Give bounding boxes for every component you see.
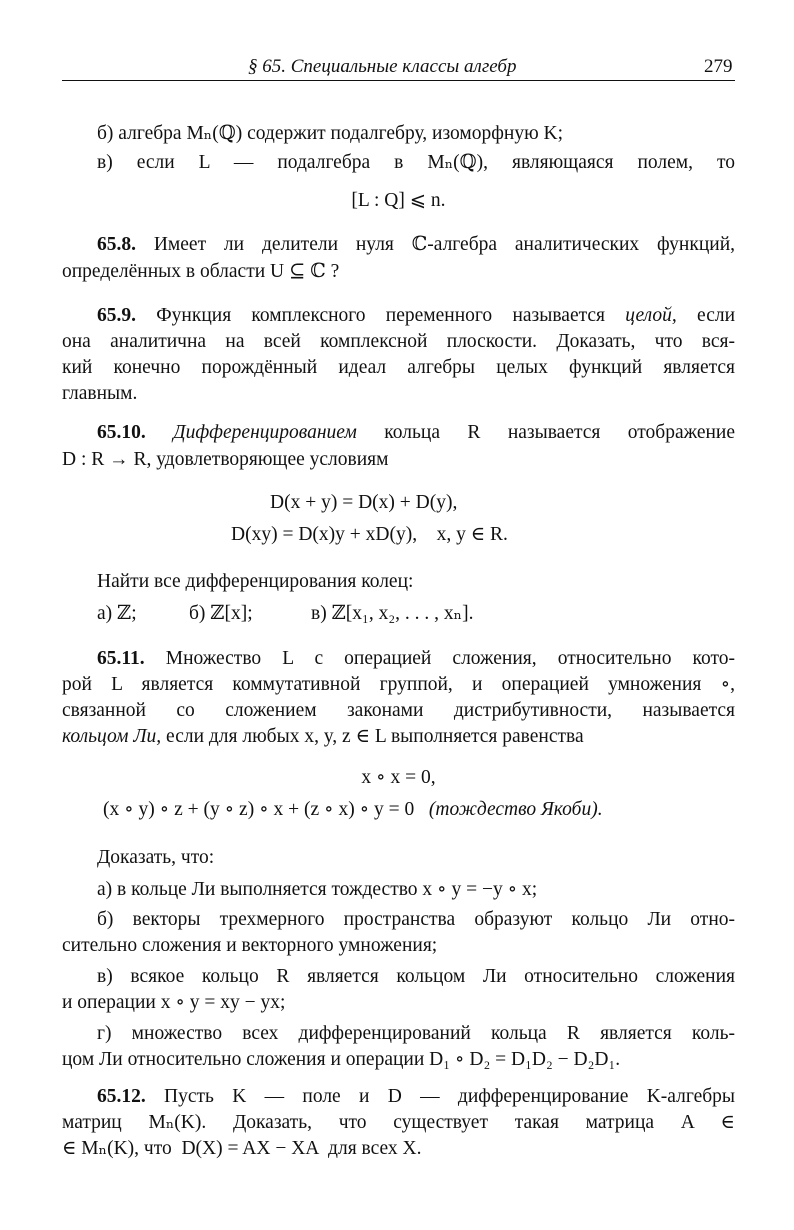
text: Имеет ли делители нуля ℂ-алгебра аналитических функций, (153, 234, 736, 255)
problem-65-12-line (97, 1085, 735, 1109)
formula-jacobi (103, 798, 603, 822)
problem-65-11-line (97, 647, 735, 671)
problem-65-12-line: ∈ Mₙ(K), что D(X) = AX − XA для всех X. (62, 1138, 422, 1159)
problem-65-11-line: связанной со сложением законами дистрибутивности, называется (62, 700, 735, 721)
problem-65-8-line (97, 233, 735, 257)
header-rule (62, 80, 735, 81)
problem-65-11-line (62, 725, 735, 749)
problem-number: 65.11. (97, 648, 145, 669)
jacobi-identity: (x ∘ y) ∘ z + (y ∘ z) ∘ x + (z ∘ x) ∘ y = 0 (103, 799, 415, 820)
problem-65-10-line: D : R → R, удовлетворяющее условиям (62, 449, 389, 470)
problem-65-9-line: она аналитична на всей комплексной плоскости. Доказать, что вся- (62, 331, 735, 352)
item-v: и операции x ∘ y = xy − yx; (62, 992, 286, 1013)
formula-derivation-sum: D(x + y) = D(x) + D(y), (270, 492, 458, 513)
jacobi-note: (тождество Якоби). (428, 799, 603, 820)
item-g: цом Ли относительно сложения и операции D₁ ∘ D₂ = D₁D₂ − D₂D₁. (62, 1049, 621, 1070)
item-v: в) если L — подалгебра в Mₙ(ℚ), являющаяся полем, то (97, 152, 735, 173)
problem-65-9-line: главным. (62, 383, 138, 404)
formula-lie-1: x ∘ x = 0, (361, 767, 436, 788)
text: кольца R называется отображение (384, 422, 736, 443)
problem-number: 65.9. (97, 305, 136, 326)
problem-number: 65.10. (97, 422, 146, 443)
page-number: 279 (704, 56, 733, 77)
item-a: а) в кольце Ли выполняется тождество x ∘ y = −y ∘ x; (97, 879, 538, 900)
text: если для любых x, y, z ∈ L выполняется равенства (166, 726, 584, 747)
item-b: б) векторы трехмерного пространства образуют кольцо Ли отно- (97, 909, 735, 930)
prove-text: Доказать, что: (97, 847, 215, 868)
problem-number: 65.12. (97, 1086, 146, 1107)
problem-65-12-line: матриц Mₙ(K). Доказать, что существует такая матрица A ∈ (62, 1112, 735, 1133)
text: Пусть K — поле и D — дифференцирование K-алгебры (164, 1086, 735, 1107)
item-b: б) алгебра Mₙ(ℚ) содержит подалгебру, изоморфную K; (97, 123, 564, 144)
term: Дифференцированием (173, 422, 357, 443)
task-text: Найти все дифференцирования колец: (97, 571, 414, 592)
text: если (697, 305, 736, 326)
formula-degree: [L : Q] ⩽ n. (351, 190, 446, 211)
problem-65-9-line: кий конечно порождённый идеал алгебры целых функций является (62, 357, 735, 378)
term: кольцом Ли, (62, 726, 162, 747)
problem-65-10-line (97, 421, 735, 445)
problem-number: 65.8. (97, 234, 136, 255)
running-header-title: § 65. Специальные классы алгебр (248, 56, 517, 77)
problem-65-9-line (97, 304, 735, 328)
problem-65-11-line: рой L является коммутативной группой, и операцией умножения ∘, (62, 674, 735, 695)
item-b: сительно сложения и векторного умножения; (62, 935, 438, 956)
item-g: г) множество всех дифференцирований кольца R является коль- (97, 1023, 735, 1044)
option-b: б) ℤ[x]; (189, 603, 253, 624)
option-a: а) ℤ; (97, 603, 137, 624)
text: Множество L с операцией сложения, относительно кото- (165, 648, 736, 669)
option-c: в) ℤ[x₁, x₂, . . . , xₙ]. (311, 603, 474, 624)
problem-65-8-line: определённых в области U ⊆ ℂ ? (62, 261, 340, 282)
item-v: в) всякое кольцо R является кольцом Ли относительно сложения (97, 966, 735, 987)
formula-derivation-product: D(xy) = D(x)y + xD(y), x, y ∈ R. (231, 524, 508, 545)
text: Функция комплексного переменного называется (156, 305, 605, 326)
term: целой, (625, 305, 677, 326)
